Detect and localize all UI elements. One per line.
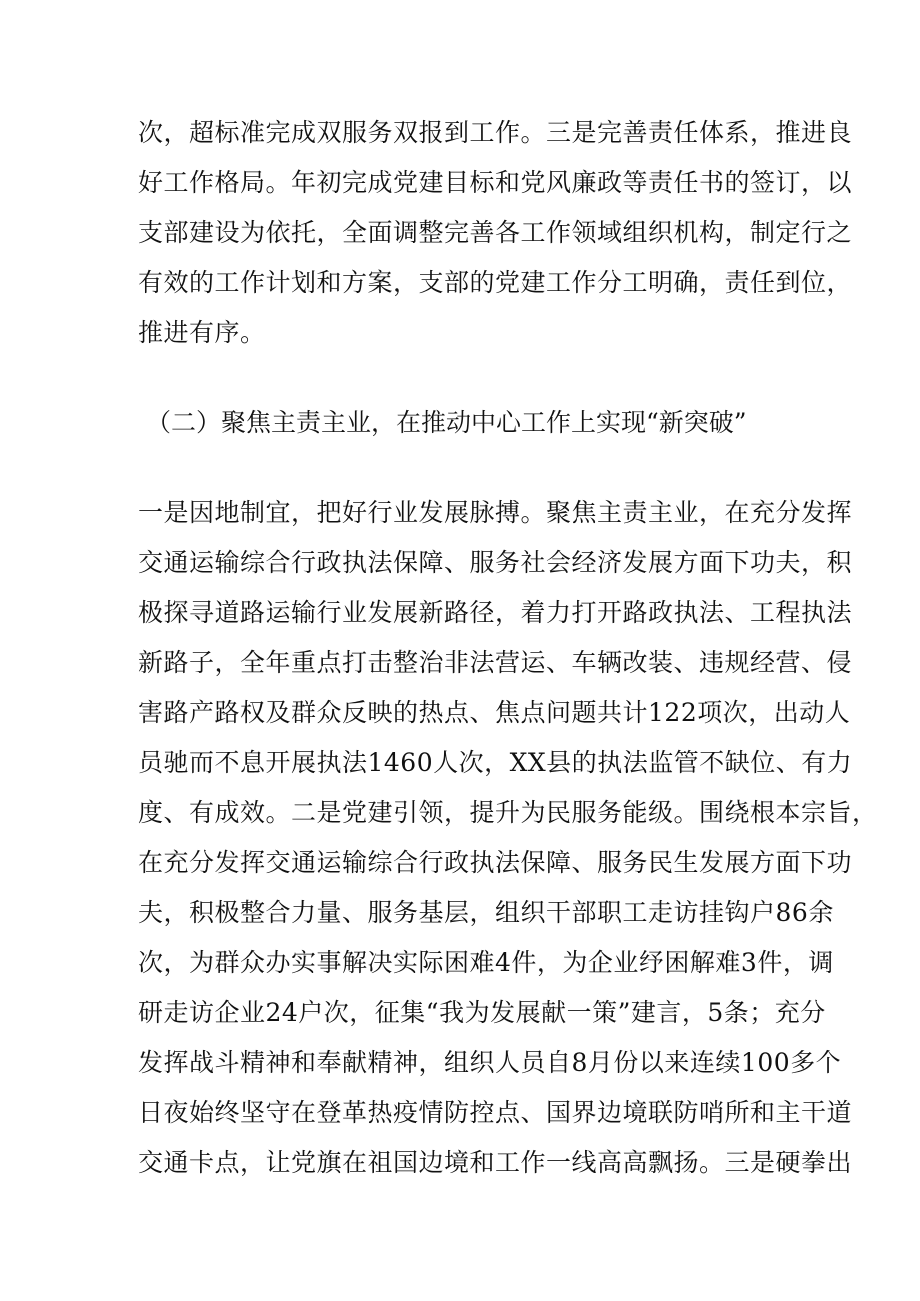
text-line: 交通卡点，让党旗在祖国边境和工作一线高高飘扬。三是硬拳出 [138,1148,853,1177]
text-line: 发挥战斗精神和奉献精神，组织人员自8月份以来连续100多个 [138,1048,842,1077]
text-line: 日夜始终坚守在登革热疫情防控点、国界边境联防哨所和主干道 [138,1098,853,1127]
text-line: 交通运输综合行政执法保障、服务社会经济发展方面下功夫，积 [138,548,853,577]
text-line: 研走访企业24户次，征集“我为发展献一策”建言，5条；充分 [138,998,826,1027]
text-line: 员驰而不息开展执法1460人次，XX县的执法监管不缺位、有力 [138,748,853,777]
text-line: 次，超标准完成双服务双报到工作。三是完善责任体系，推进良 [138,118,853,147]
text-line: 次，为群众办实事解决实际困难4件，为企业纾困解难3件，调 [138,948,834,977]
text-line: 新路子，全年重点打击整治非法营运、车辆改装、违规经营、侵 [138,648,853,677]
text-line: 好工作格局。年初完成党建目标和党风廉政等责任书的签订，以 [138,168,853,197]
section-heading: （二）聚焦主责主业，在推动中心工作上实现“新突破” [146,408,747,437]
text-line: 支部建设为依托，全面调整完善各工作领域组织机构，制定行之 [138,218,853,247]
text-line: 夫，积极整合力量、服务基层，组织干部职工走访挂钩户86余 [138,898,834,927]
text-line: 度、有成效。二是党建引领，提升为民服务能级。围绕根本宗旨， [138,798,878,827]
text-line: 害路产路权及群众反映的热点、焦点问题共计122项次，出动人 [138,698,851,727]
text-line: 极探寻道路运输行业发展新路径，着力打开路政执法、工程执法 [138,598,853,627]
text-line: 有效的工作计划和方案，支部的党建工作分工明确，责任到位， [138,268,853,297]
text-line: 在充分发挥交通运输综合行政执法保障、服务民生发展方面下功 [138,848,853,877]
text-line: 一是因地制宜，把好行业发展脉搏。聚焦主责主业，在充分发挥 [138,498,853,527]
text-line: 推进有序。 [138,318,266,347]
